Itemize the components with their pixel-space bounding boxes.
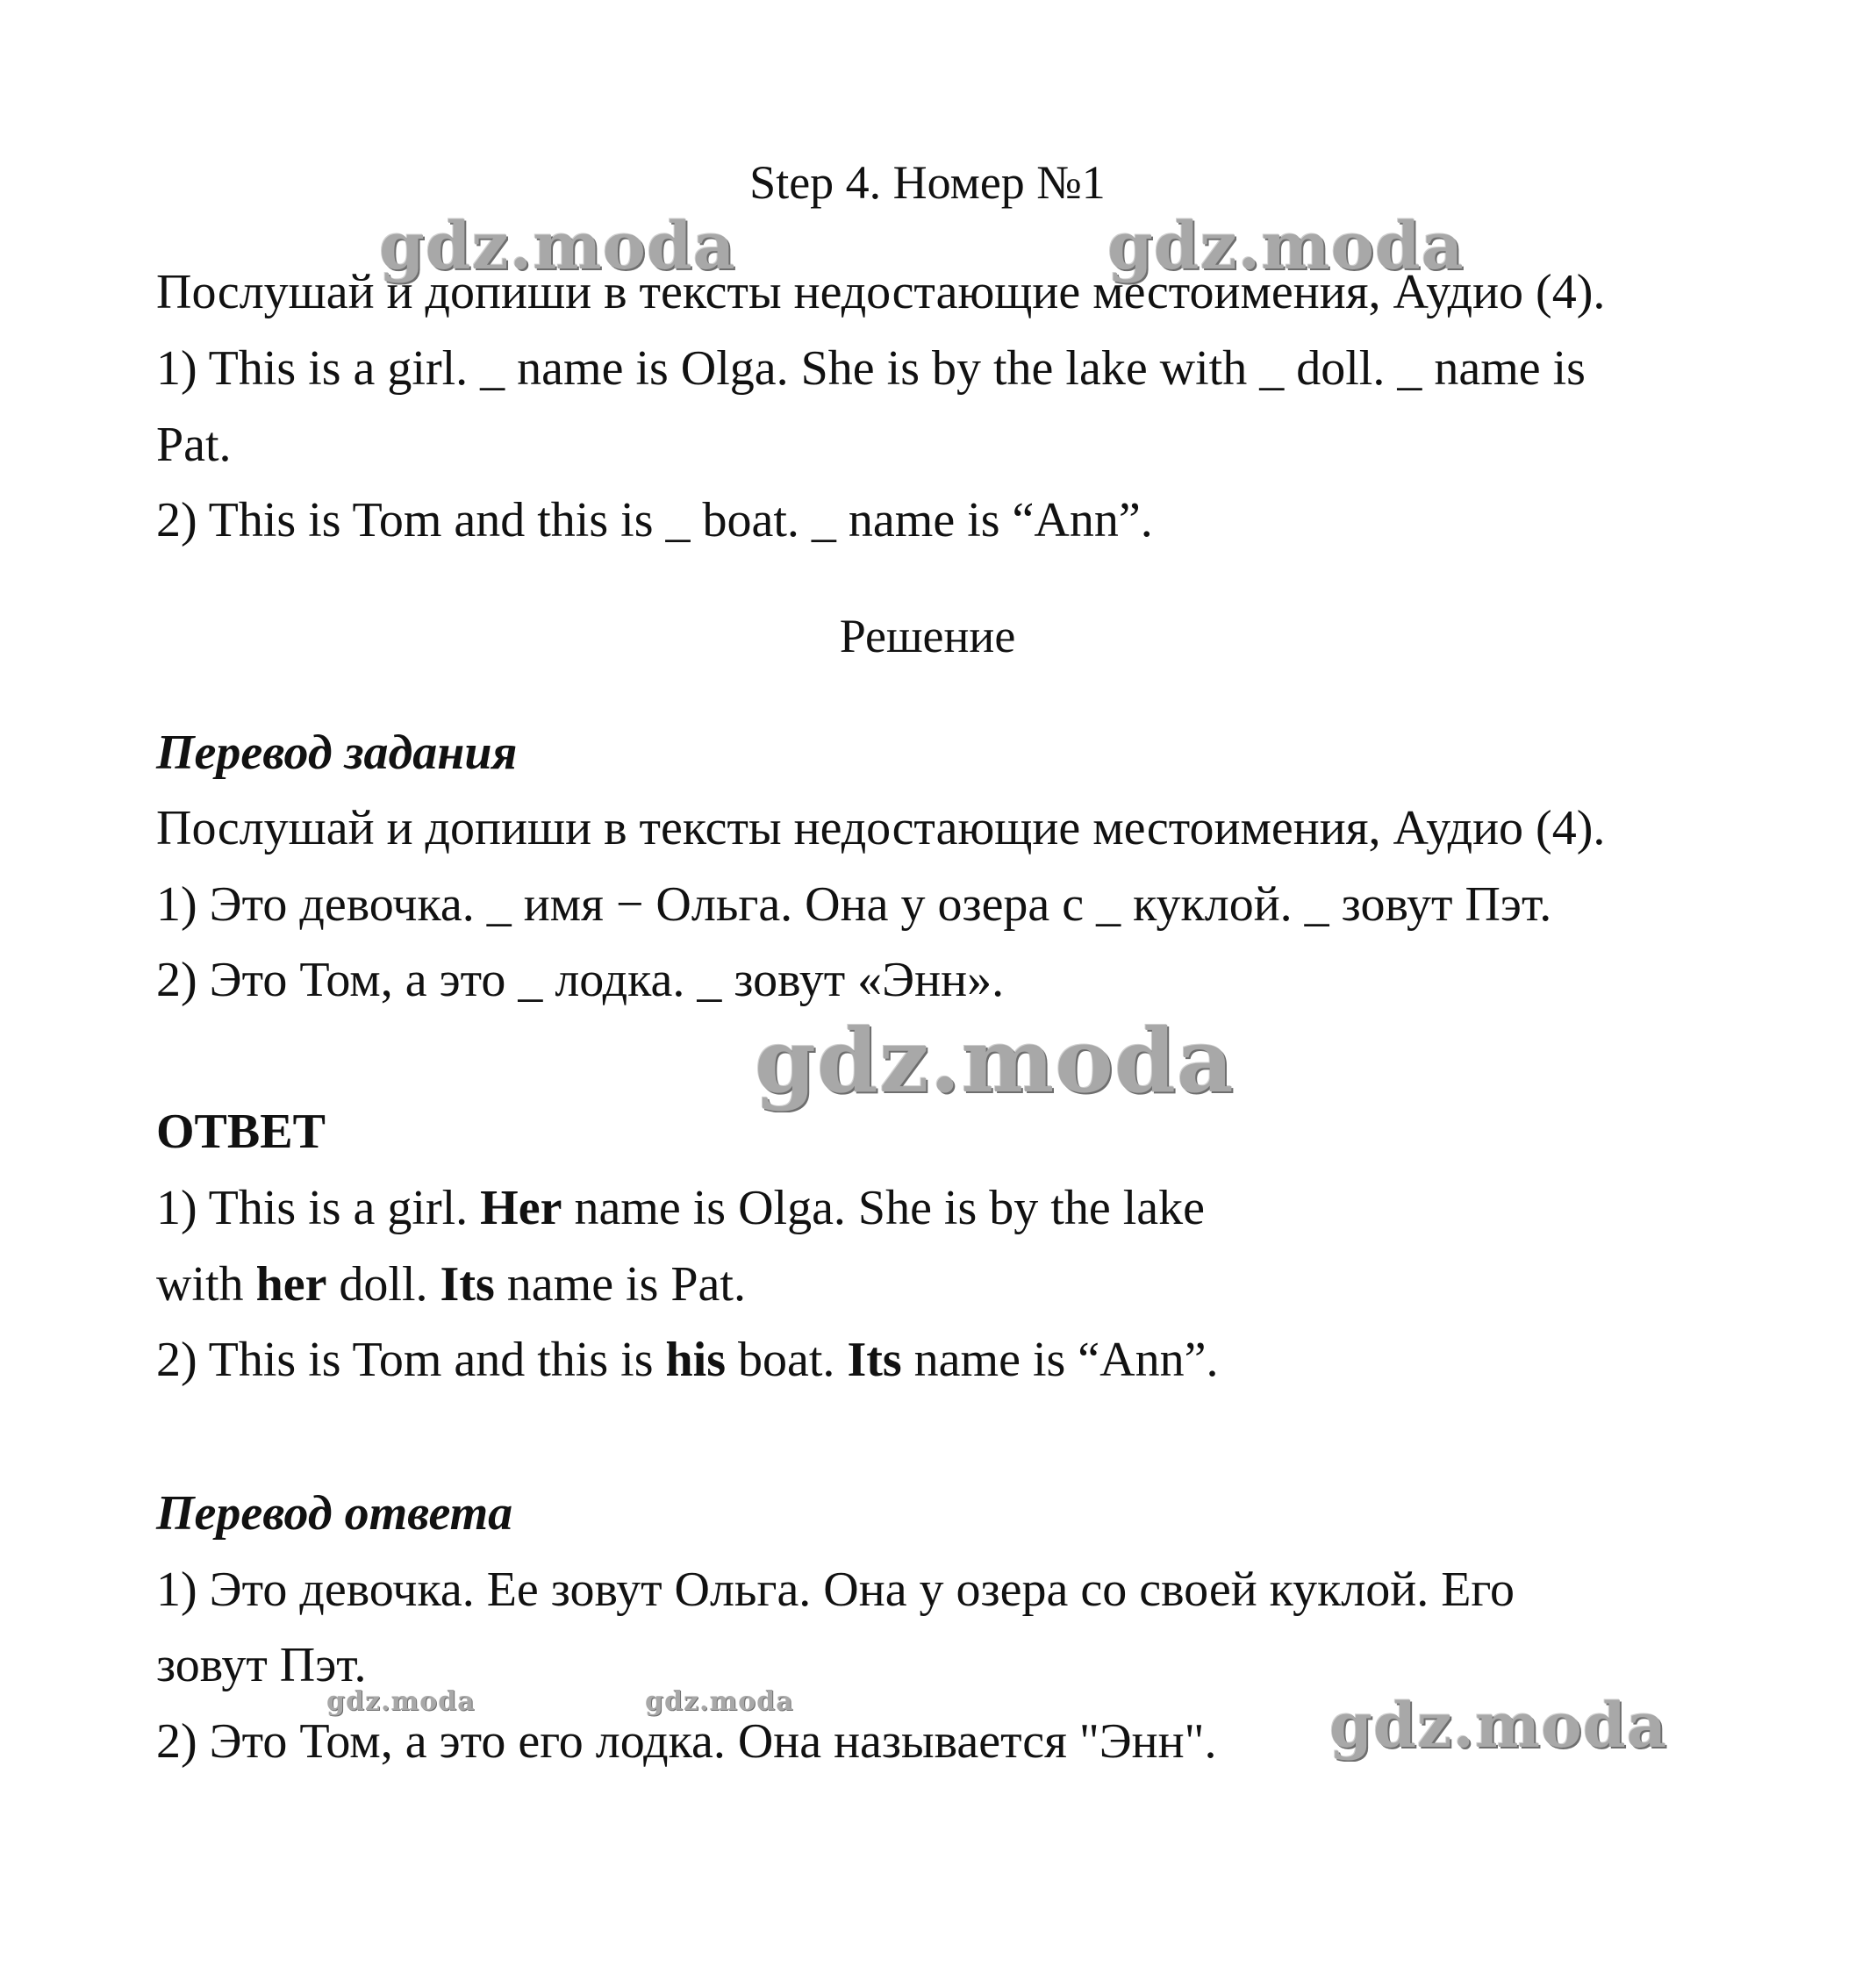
answer-translation-line-2: 2) Это Том, а это его лодка. Она называется "Энн". [156,1714,1217,1769]
task-translation-line-2: 2) Это Том, а это _ лодка. _ зовут «Энн». [156,953,1005,1007]
answer-pronoun: Its [847,1333,902,1387]
answer-text: name is “Ann”. [913,1333,1219,1387]
answer-text: 2) This is Tom and this is [156,1333,654,1387]
watermark: gdz.moda [379,209,736,284]
task-line-1-cont: Pat. [156,418,232,472]
task-line-2: 2) This is Tom and this is _ boat. _ name is “Ann”. [156,493,1153,547]
watermark: gdz.moda [645,1686,794,1717]
answer-text: doll. [339,1257,428,1312]
answer-line-3 [156,1334,1218,1386]
page-title: Step 4. Номер №1 [749,156,1106,209]
watermark: gdz.moda [755,1009,1235,1112]
answer-text: name is Olga. She is by the lake [574,1181,1205,1235]
answer-pronoun: her [255,1257,327,1312]
task-translation-line-1: 1) Это девочка. _ имя − Ольга. Она у озера с _ куклой. _ зовут Пэт. [156,877,1552,932]
answer-translation-heading: Перевод ответа [156,1486,513,1541]
task-translation-instruction: Послушай и допиши в тексты недостающие местоимения, Аудио (4). [156,801,1606,855]
task-instruction: Послушай и допиши в тексты недостающие местоимения, Аудио (4). [156,265,1606,319]
answer-text: boat. [738,1333,835,1387]
answer-line-1 [156,1182,1205,1234]
answer-pronoun: Its [440,1257,495,1312]
solution-heading: Решение [839,610,1016,662]
answer-text: name is Pat. [506,1257,746,1312]
answer-translation-line-1: 1) Это девочка. Ее зовут Ольга. Она у озера со своей куклой. Его [156,1563,1515,1617]
answer-pronoun: his [665,1333,727,1387]
answer-heading: ОТВЕТ [156,1105,326,1159]
answer-text: 1) This is a girl. [156,1181,469,1235]
answer-pronoun: Her [480,1181,562,1235]
watermark: gdz.moda [326,1686,476,1717]
answer-translation-line-1-cont: зовут Пэт. [156,1638,367,1692]
task-line-1: 1) This is a girl. _ name is Olga. She is by the lake with _ doll. _ name is [156,341,1586,396]
answer-line-2 [156,1258,746,1311]
answer-text: with [156,1257,244,1312]
watermark: gdz.moda [1329,1689,1668,1762]
task-translation-heading: Перевод задания [156,726,518,780]
watermark: gdz.moda [1107,209,1465,284]
